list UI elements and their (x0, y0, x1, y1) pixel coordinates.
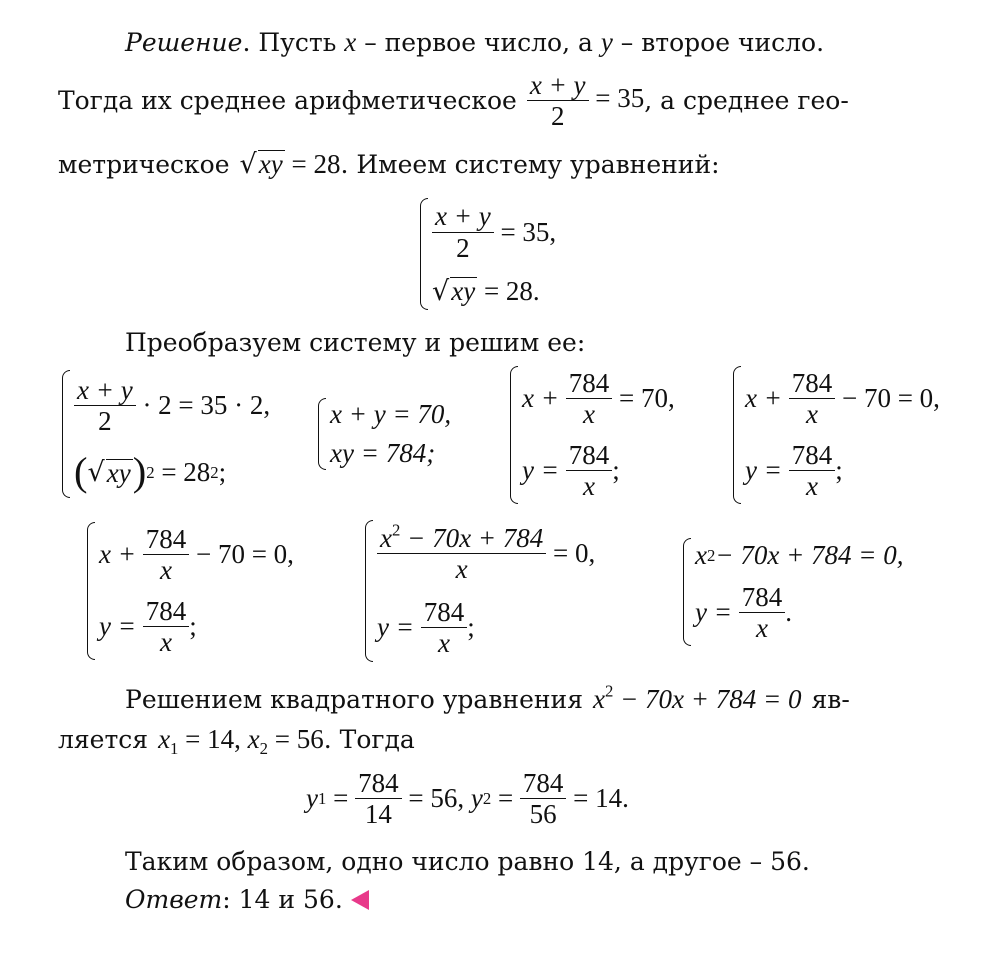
y2-eq: = (497, 783, 514, 814)
end-marker-icon (351, 890, 369, 910)
sysG-lhs2: y = (695, 597, 732, 628)
root1-val: = 14, (178, 724, 241, 754)
system-g: x 2 − 70x + 784 = 0, y = $\frac{784}{x}$ . (683, 538, 904, 646)
sysE-tail2: ; (189, 611, 197, 642)
sysE-den1: x (159, 555, 172, 586)
sysC-lhs2: y = (522, 455, 559, 486)
sysA-tail: ; (218, 457, 227, 488)
sys1-sqrt-arg: xy (451, 276, 476, 307)
sysE-lhs1: x + (99, 539, 136, 570)
paragraph-geometric-mean (58, 150, 720, 178)
quadratic-eq-b: − 70x + 784 = 0 (613, 684, 802, 714)
sysC-num2: 784 (566, 440, 613, 471)
sysF-den2: x (437, 628, 450, 659)
sysG-row1-a: x (695, 540, 707, 571)
sysD-lhs1: x + (745, 383, 782, 414)
brace-icon (62, 370, 70, 498)
brace-icon (318, 398, 326, 470)
geom-text-b: . Имеем систему уравнений: (340, 149, 720, 179)
intro-text-a: . Пусть (242, 28, 345, 57)
system-e (87, 522, 294, 660)
sysA-numerator: x + y (77, 375, 133, 405)
sysG-tail2: . (785, 597, 792, 628)
sysD-rhs1: − 70 = 0, (841, 383, 940, 414)
sysF-den1: x (455, 554, 468, 585)
brace-icon (733, 366, 741, 504)
sysC-den2: x (582, 471, 595, 502)
sysC-tail2: ; (612, 455, 620, 486)
fraction (527, 70, 589, 131)
sysF-num2: 784 (421, 597, 468, 628)
sys1-rhs1: = 35, (500, 216, 557, 247)
brace-icon (365, 520, 373, 662)
y2-rhs: = 14. (573, 783, 629, 814)
answer-label: Ответ (125, 885, 223, 914)
quadratic-text-a: Решением квадратного уравнения (125, 685, 583, 714)
system-c (510, 366, 675, 504)
sysA-denominator: 2 (98, 406, 112, 437)
arith-text-b: , а среднее гео- (644, 86, 849, 116)
paragraph-conclusion (125, 849, 810, 874)
paragraph-arithmetic-mean (58, 70, 849, 131)
sysF-num1-exp: 2 (391, 520, 401, 540)
brace-icon (510, 366, 518, 504)
roots-text-a: ляется (58, 725, 149, 754)
sysG-den2: x (755, 612, 768, 643)
y2-var: y (470, 783, 483, 814)
arith-mean-formula (527, 70, 644, 131)
sys1-numerator: x + y (435, 201, 491, 232)
sysD-den1: x (805, 399, 818, 430)
root1-sub: 1 (170, 738, 179, 758)
paragraph-roots (58, 724, 415, 758)
var-x: x (344, 27, 357, 57)
sysC-num1: 784 (566, 368, 613, 399)
y-values-formula: y 1 = $\frac{784}{14}$ = 56, y 2 = $\frac{784}{56}$ = 14. (306, 768, 629, 830)
transform-text: Преобразуем систему и решим ее: (125, 328, 586, 357)
sysG-num2: 784 (739, 582, 786, 613)
brace-icon (420, 198, 428, 310)
sysF-num1-a: x (380, 522, 392, 553)
system-d (733, 366, 940, 504)
geom-rhs: = 28 (291, 149, 341, 179)
sysB-row1: x + y = 70, (330, 399, 452, 429)
solution-label: Решение (125, 28, 243, 57)
sysD-tail2: ; (835, 455, 843, 486)
roots-text-b: . Тогда (323, 725, 415, 754)
frac-denominator: 2 (550, 101, 565, 132)
paragraph-quadratic (125, 681, 850, 714)
y2-den: 56 (529, 799, 557, 830)
root2-val: = 56 (268, 724, 324, 754)
var-y: y (600, 27, 613, 57)
root1-var: x (158, 724, 171, 754)
paragraph-transform (125, 330, 585, 355)
sysB-row2: xy = 784; (330, 438, 436, 468)
sysD-num2: 784 (789, 440, 836, 471)
sysD-num1: 784 (789, 368, 836, 399)
sysC-rhs1: = 70, (618, 383, 675, 414)
quadratic-text-b: яв- (811, 685, 850, 714)
brace-icon (683, 538, 691, 646)
sysF-rhs1: = 0, (553, 538, 596, 569)
sysF-lhs2: y = (377, 612, 414, 643)
paragraph-intro (125, 29, 824, 56)
sysD-lhs2: y = (745, 455, 782, 486)
y1-var: y (306, 783, 318, 814)
sqrt-argument: xy (258, 149, 283, 179)
system-a: $\frac{x + y}{2}$ · 2 = 35 · 2, ( √ xy ) 2 = 28 2 ; (62, 370, 270, 498)
sysG-row1-b: − 70x + 784 = 0, (715, 540, 904, 571)
quadratic-eq-exp: 2 (604, 681, 614, 701)
brace-icon (87, 522, 95, 660)
system-initial: $\frac{x + y}{2}$ = 35, √ xy = 28. (420, 198, 556, 310)
sysC-lhs1: x + (522, 383, 559, 414)
geom-text-a: метрическое (58, 149, 230, 179)
y1-num: 784 (355, 768, 402, 799)
system-b (318, 398, 451, 470)
sysA-rhs2: = 28 (161, 457, 211, 488)
answer-text: : 14 и 56. (222, 885, 343, 914)
arith-text-a: Тогда их среднее арифметическое (58, 86, 517, 116)
y1-rhs: = 56, (408, 783, 465, 814)
y2-num: 784 (520, 768, 567, 799)
sysF-num1-b: − 70x + 784 (400, 522, 544, 553)
intro-text-b: – первое число, а (356, 28, 601, 57)
sysE-lhs2: y = (99, 611, 136, 642)
geom-mean-formula: √xy = 28 (239, 149, 341, 180)
intro-text-c: – второе число. (612, 28, 825, 57)
frac-numerator: x + y (529, 70, 586, 100)
sysF-tail2: ; (467, 612, 475, 643)
conclusion-text: Таким образом, одно число равно 14, а другое – 56. (125, 847, 810, 876)
arith-rhs: = 35 (595, 82, 645, 113)
sys1-denominator: 2 (456, 232, 470, 263)
y1-eq: = (333, 783, 349, 814)
root2-sub: 2 (259, 738, 269, 758)
y1-den: 14 (364, 799, 392, 830)
sysD-den2: x (805, 471, 818, 502)
quadratic-equation (592, 681, 802, 714)
sysA-rhs1: · 2 = 35 · 2, (142, 390, 271, 421)
sysC-den1: x (582, 399, 595, 430)
sys1-rhs2: = 28. (483, 275, 540, 306)
paragraph-answer (125, 887, 369, 912)
sysE-rhs1: − 70 = 0, (195, 539, 294, 570)
sysE-num1: 784 (143, 524, 190, 555)
sysE-num2: 784 (143, 596, 190, 627)
root2-var: x (247, 724, 260, 754)
sysA-sqrt-arg: xy (106, 457, 131, 488)
quadratic-eq-a: x (592, 684, 605, 714)
system-f (365, 520, 595, 662)
sysE-den2: x (159, 627, 172, 658)
roots-formula (158, 724, 324, 758)
